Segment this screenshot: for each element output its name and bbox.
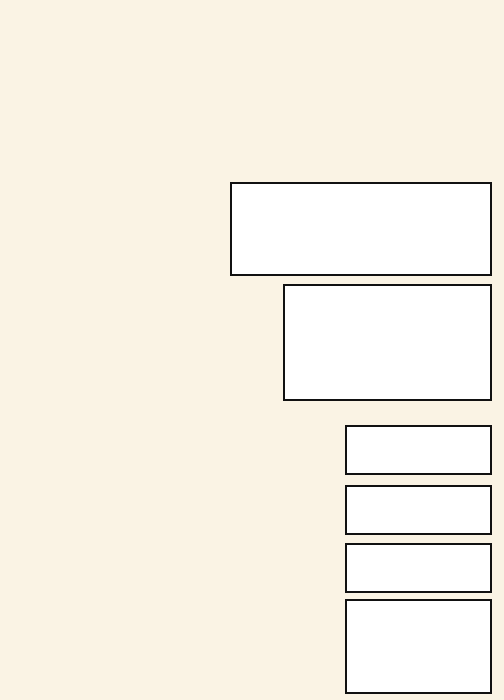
double-back-diagram-2 (345, 485, 492, 535)
double-back-diagram-1 (345, 425, 492, 475)
double-running-diagram (230, 182, 492, 276)
double-back-diagram-3 (345, 543, 492, 593)
side-trip-diagram (283, 284, 492, 401)
double-back-diagram-4 (345, 599, 492, 694)
